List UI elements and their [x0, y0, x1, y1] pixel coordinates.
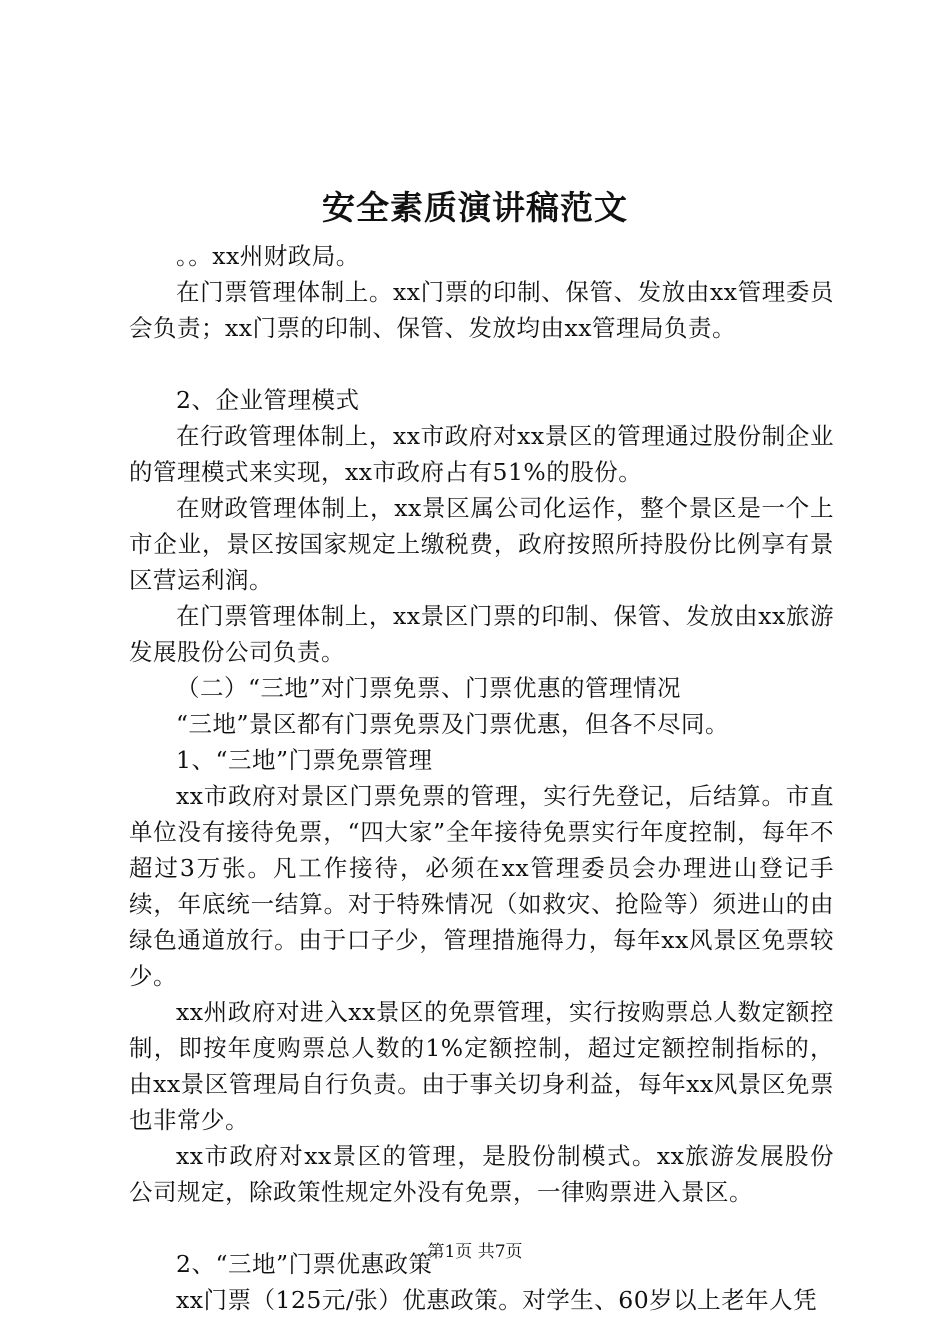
section-heading-free-tickets: 1、“三地”门票免票管理	[176, 746, 433, 774]
section-heading-discount-policy: 2、“三地”门票优惠政策	[176, 1250, 433, 1278]
paragraph-6: “三地”景区都有门票免票及门票优惠，但各不尽同。	[176, 710, 730, 738]
paragraph-9: xx市政府对xx景区的管理，是股份制模式。xx旅游发展股份公司规定，除政策性规定外没有免票，一律购票进入景区。	[129, 1142, 834, 1206]
paragraph-2: 在门票管理体制上。xx门票的印制、保管、发放由xx管理委员会负责；xx门票的印制、保管、发放均由xx管理局负责。	[129, 278, 834, 342]
section-heading-ticket-management: （二）“三地”对门票免票、门票优惠的管理情况	[176, 674, 682, 702]
section-heading-enterprise-mode: 2、企业管理模式	[176, 386, 360, 414]
paragraph-3: 在行政管理体制上，xx市政府对xx景区的管理通过股份制企业的管理模式来实现，xx市政府占有51%的股份。	[129, 422, 834, 486]
paragraph-5: 在门票管理体制上，xx景区门票的印制、保管、发放由xx旅游发展股份公司负责。	[129, 602, 834, 666]
paragraph-4: 在财政管理体制上，xx景区属公司化运作，整个景区是一个上市企业，景区按国家规定上缴税费，政府按照所持股份比例享有景区营运利润。	[129, 494, 834, 594]
paragraph-10: xx门票（125元/张）优惠政策。对学生、60岁以上老年人凭	[176, 1286, 818, 1314]
paragraph-7: xx市政府对景区门票免票的管理，实行先登记，后结算。市直单位没有接待免票，“四大家”全年接待免票实行年度控制，每年不超过3万张。凡工作接待，必须在xx管理委员会办理进山登记手续，年底统一结算。对于特殊情况（如救灾、抢险等）须进山的由绿色通道放行。由于口子少，管理措施得力，每年xx风景区免票较少。	[129, 782, 834, 990]
document-title: 安全素质演讲稿范文	[322, 188, 628, 227]
paragraph-1: 。。xx州财政局。	[176, 242, 360, 270]
page-number-footer: 第1页 共7页	[427, 1242, 523, 1262]
paragraph-8: xx州政府对进入xx景区的免票管理，实行按购票总人数定额控制，即按年度购票总人数的1%定额控制，超过定额控制指标的，由xx景区管理局自行负责。由于事关切身利益，每年xx风景区免票也非常少。	[129, 998, 834, 1134]
document-body	[129, 238, 834, 1318]
